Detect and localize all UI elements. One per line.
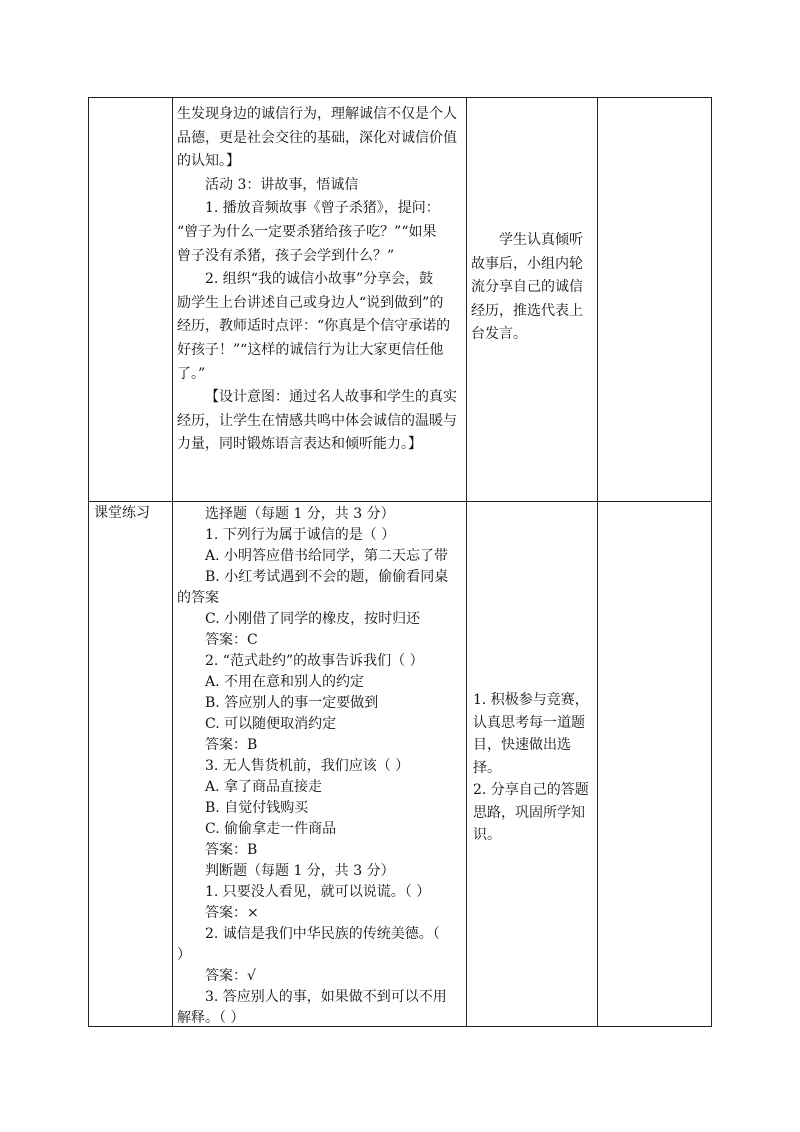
question: 3. 无人售货机前，我们应该（ ）	[205, 758, 410, 774]
text-line: 力量，同时锻炼语言表达和倾听能力。】	[177, 436, 422, 453]
text-line: 曾子没有杀猪，孩子会学到什么？”	[177, 247, 395, 264]
column-divider-1	[172, 97, 173, 1027]
answer: 答案：B	[205, 737, 258, 753]
text-line: 台发言。	[471, 326, 527, 343]
text-line: 认真思考每一道题	[473, 714, 585, 731]
text-line: 思路，巩固所学知	[473, 804, 585, 821]
table-right-border	[711, 97, 712, 1027]
question: 1. 下列行为属于诚信的是（ ）	[205, 527, 396, 543]
text-line: 目，快速做出选	[473, 737, 571, 753]
question: 3. 答应别人的事，如果做不到可以不用	[205, 989, 447, 1005]
text-line: 1. 积极参与竞赛，	[473, 692, 589, 708]
table-top-border	[88, 97, 712, 98]
option: A. 不用在意和别人的约定	[205, 674, 365, 690]
row2-student-activity-cell	[473, 689, 595, 847]
text-line: 经历，教师适时点评：“你真是个信守承诺的	[177, 318, 451, 335]
option-continued: 的答案	[177, 590, 219, 606]
text-line: 故事后，小组内轮	[471, 255, 583, 272]
option: A. 拿了商品直接走	[205, 779, 323, 795]
text-line: 的认知。】	[177, 153, 240, 170]
text-line: 经历，推选代表上	[471, 302, 583, 319]
column-divider-2	[466, 97, 467, 1027]
text-line: “曾子为什么一定要杀猪给孩子吃？”“如果	[177, 223, 437, 240]
activity-heading: 活动 3：讲故事，悟诚信	[205, 176, 359, 193]
option: C. 偷偷拿走一件商品	[205, 821, 337, 837]
text-line: 1. 播放音频故事《曾子杀猪》，提问：	[205, 200, 440, 217]
answer: 答案：×	[205, 905, 259, 921]
question: 2. “范式赴约”的故事告诉我们（ ）	[205, 653, 424, 669]
option: C. 小刚借了同学的橡皮，按时归还	[205, 611, 421, 627]
section-heading: 判断题（每题 1 分，共 3 分）	[205, 863, 395, 879]
question-continued: ）	[177, 947, 191, 963]
design-intent-line: 【设计意图：通过名人故事和学生的真实	[205, 389, 457, 406]
text-line: 2. 组织“我的诚信小故事”分享会，鼓	[205, 271, 434, 288]
text-line: 择。	[473, 759, 501, 776]
text-line: 好孩子！”“这样的诚信行为让大家更信任他	[177, 341, 444, 358]
option: A. 小明答应借书给同学，第二天忘了带	[205, 548, 449, 564]
text-line: 经历，让学生在情感共鸣中体会诚信的温暖与	[177, 412, 457, 429]
column-divider-3	[597, 97, 598, 1027]
text-line: 识。	[473, 827, 501, 843]
section-label: 课堂练习	[94, 505, 150, 521]
answer: 答案：B	[205, 842, 258, 858]
row2-exercise-cell	[177, 504, 463, 1029]
text-line: 励学生上台讲述自己或身边人“说到做到”的	[177, 294, 444, 311]
option: B. 自觉付钱购买	[205, 800, 309, 816]
text-line: 流分享自己的诚信	[471, 279, 583, 296]
question: 1. 只要没人看见，就可以说谎。（ ）	[205, 884, 431, 900]
answer: 答案：√	[205, 968, 256, 984]
section-heading: 选择题（每题 1 分，共 3 分）	[205, 506, 395, 522]
text-line: 生发现身边的诚信行为，理解诚信不仅是个人	[177, 106, 457, 122]
row-divider	[88, 501, 712, 502]
row1-student-activity-cell	[471, 229, 595, 347]
row1-teacher-activity-cell	[177, 103, 463, 457]
text-line: 了。”	[177, 365, 206, 382]
answer: 答案：C	[205, 632, 258, 648]
option: C. 可以随便取消约定	[205, 716, 337, 732]
question-continued: 解释。（ ）	[177, 1010, 245, 1026]
option: B. 小红考试遇到不会的题，偷偷看同桌	[205, 569, 449, 585]
question: 2. 诚信是我们中华民族的传统美德。（	[205, 926, 440, 942]
table-left-border	[88, 97, 89, 1027]
text-line: 品德，更是社会交往的基础，深化对诚信价值	[177, 129, 457, 146]
text-line: 2. 分享自己的答题	[473, 782, 589, 798]
text-line: 学生认真倾听	[499, 232, 583, 248]
option: B. 答应别人的事一定要做到	[205, 695, 379, 711]
